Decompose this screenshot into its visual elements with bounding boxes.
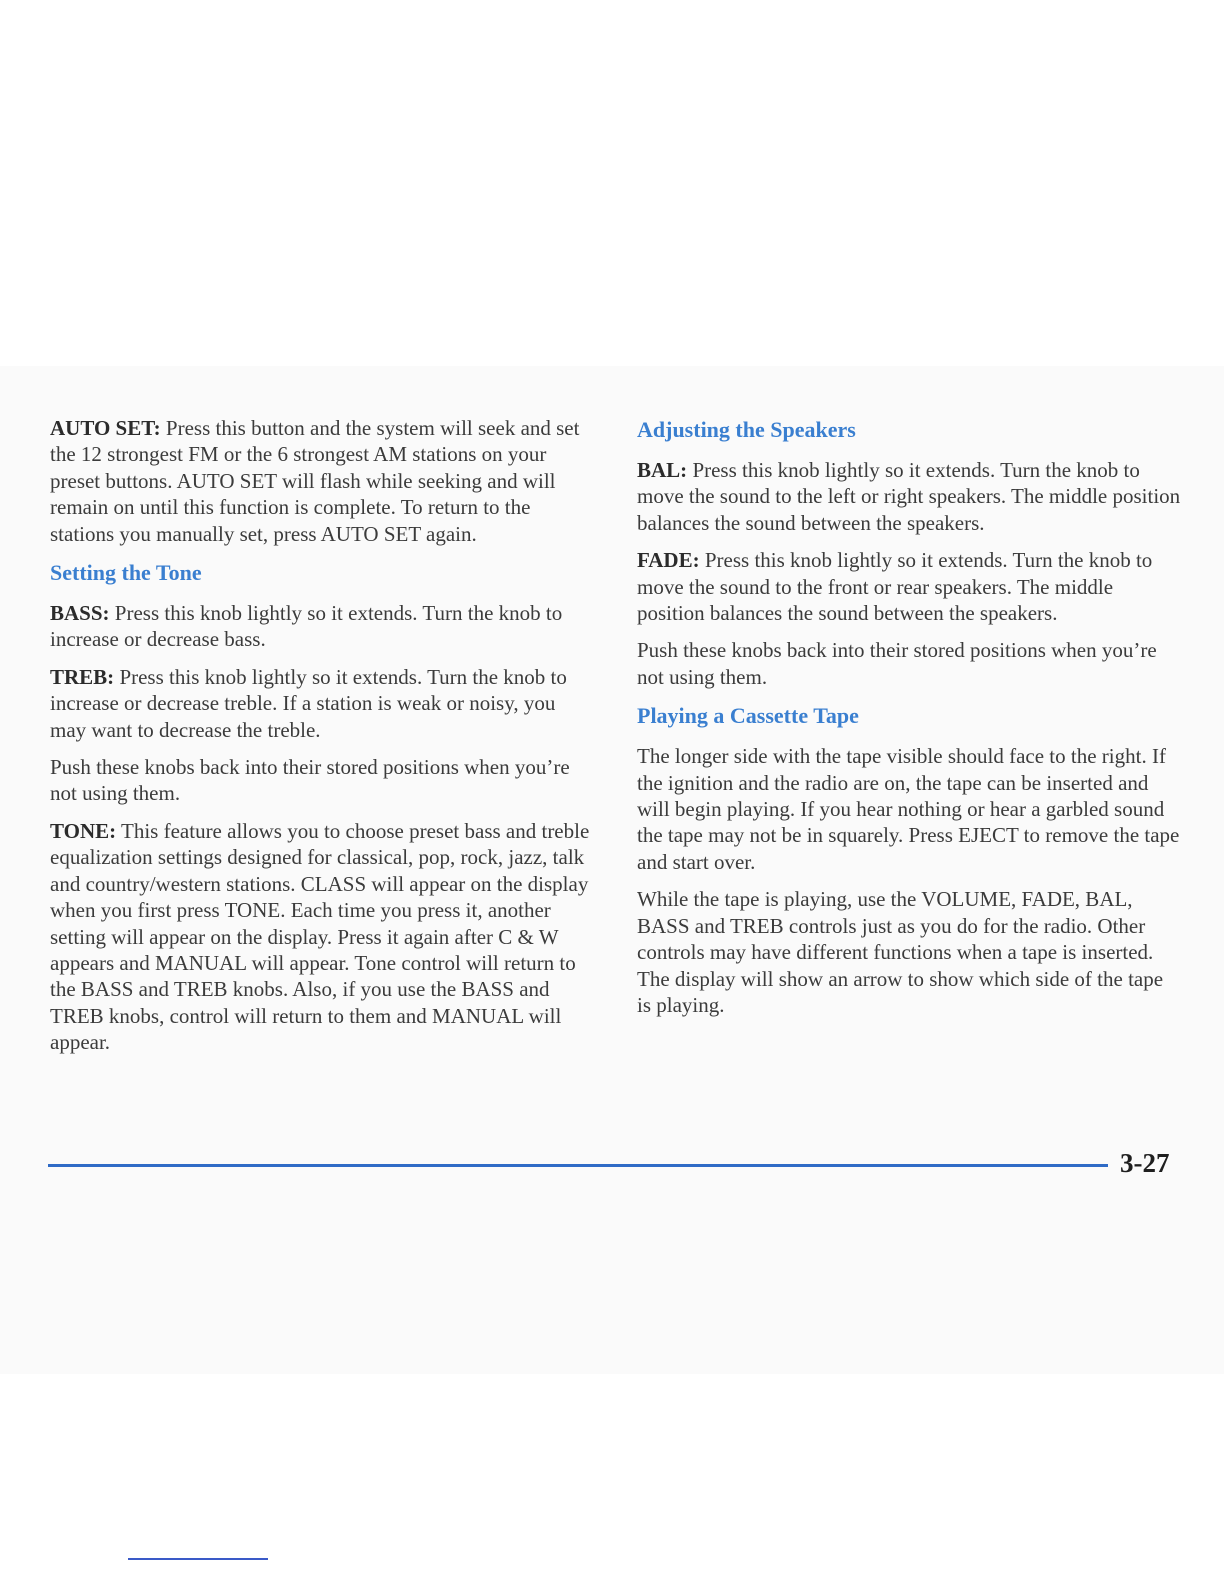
cassette-paragraph-2: While the tape is playing, use the VOLUME, FADE, BAL, BASS and TREB controls just as you do for the radio. Other controls may have different functions when a tape is inserted. The display will show an arrow to show which side of the tape is playing.	[637, 887, 1164, 1017]
bass-paragraph	[50, 600, 595, 653]
push-knobs-paragraph-right: Push these knobs back into their stored positions when you’re not using them.	[637, 638, 1157, 689]
bottom-edge-mark	[128, 1558, 268, 1560]
bal-paragraph	[637, 457, 1182, 536]
tone-term: TONE:	[50, 818, 117, 843]
page-number: 3-27	[1120, 1148, 1170, 1178]
auto-set-text: Press this button and the system will seek and set the 12 strongest FM or the 6 strongest AM stations on your preset buttons. AUTO SET will flash while seeking and will remain on until this function is complete. To return to the stations you manually set, press AUTO SET again.	[50, 416, 580, 546]
left-column	[50, 415, 595, 1067]
right-column	[637, 415, 1182, 1029]
auto-set-paragraph	[50, 415, 595, 547]
bal-text: Press this knob lightly so it extends. Turn the knob to move the sound to the left or right speakers. The middle position balances the sound between the speakers.	[637, 458, 1181, 535]
bal-term: BAL:	[637, 458, 688, 482]
treb-text: Press this knob lightly so it extends. Turn the knob to increase or decrease treble. If a station is weak or noisy, you may want to decrease the treble.	[50, 664, 567, 742]
auto-set-term: AUTO SET:	[50, 416, 161, 440]
fade-text: Press this knob lightly so it extends. Turn the knob to move the sound to the front or rear speakers. The middle position balances the sound between the speakers.	[637, 548, 1153, 626]
tone-text: This feature allows you to choose preset bass and treble equalization settings designed for classical, pop, rock, jazz, talk and country/western stations. CLASS will appear on the display when you first press TONE. Each time you press it, another setting will appear on the display. Press it again after C & W appears and MANUAL will appear. Tone control will return to the BASS and TREB knobs. Also, if you use the BASS and TREB knobs, control will return to them and MANUAL will appear.	[50, 818, 590, 1055]
cassette-paragraph-1: The longer side with the tape visible should face to the right. If the ignition and the radio are on, the tape can be inserted and will begin playing. If you hear nothing or hear a garbled sound the tape may not be in squarely. Press EJECT to remove the tape and start over.	[637, 744, 1180, 874]
tone-paragraph	[50, 818, 595, 1056]
treb-paragraph	[50, 664, 595, 743]
bass-term: BASS:	[50, 601, 110, 626]
fade-term: FADE:	[637, 548, 700, 573]
setting-the-tone-heading: Setting the Tone	[50, 560, 202, 586]
push-knobs-paragraph-left: Push these knobs back into their stored positions when you’re not using them.	[50, 755, 570, 806]
treb-term: TREB:	[50, 664, 115, 689]
playing-a-cassette-tape-heading: Playing a Cassette Tape	[637, 703, 859, 729]
adjusting-the-speakers-heading: Adjusting the Speakers	[637, 417, 856, 442]
fade-paragraph	[637, 547, 1182, 626]
bass-text: Press this knob lightly so it extends. Turn the knob to increase or decrease bass.	[50, 601, 563, 652]
footer-rule	[48, 1164, 1108, 1167]
